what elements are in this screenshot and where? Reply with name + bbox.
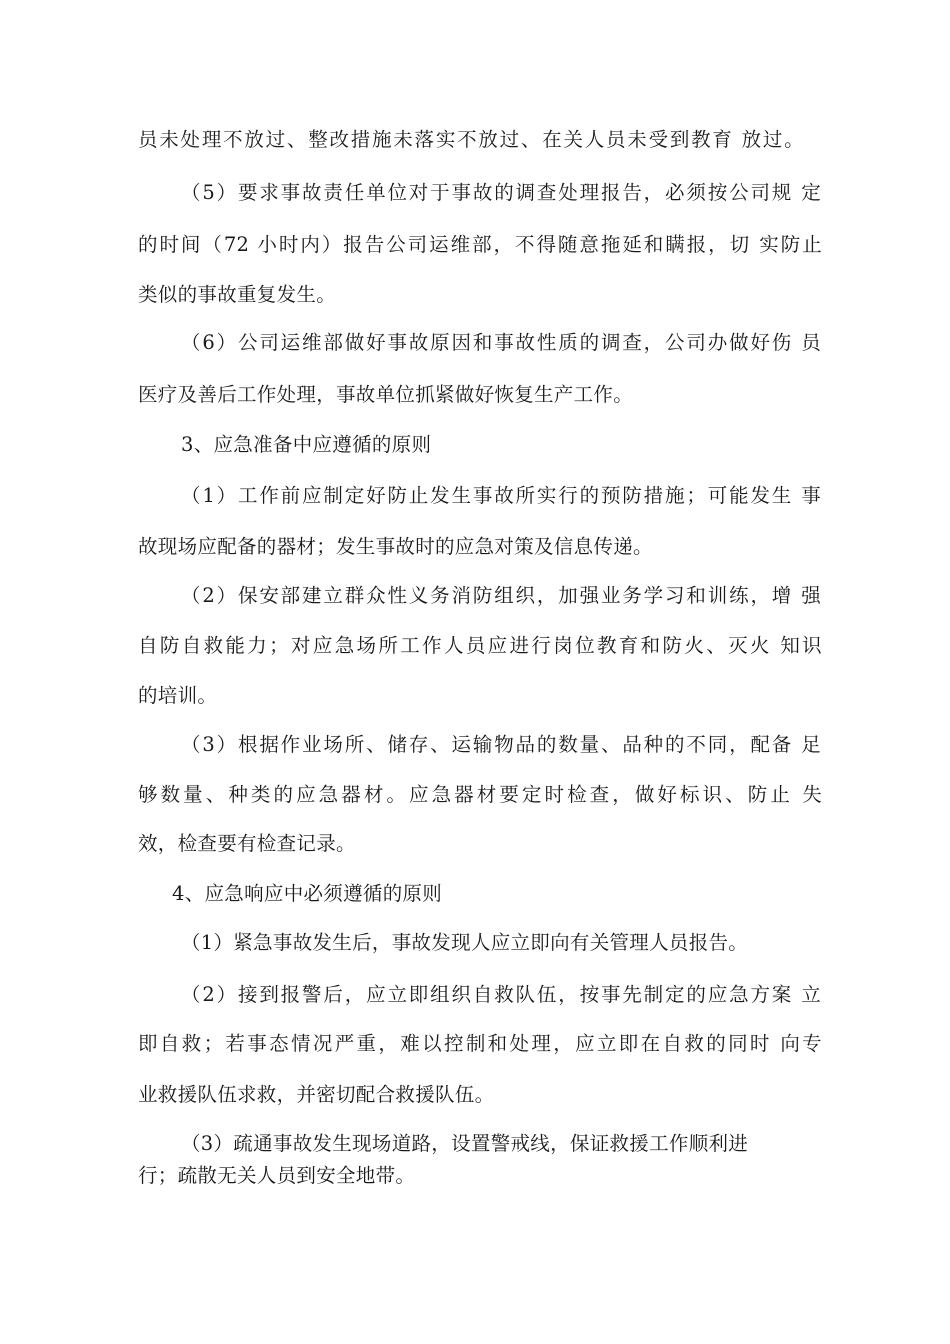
body-text-line: 业救援队伍求救，并密切配合救援队伍。 bbox=[138, 1083, 495, 1106]
list-item-5-line: （5）要求事故责任单位对于事故的调查处理报告，必须按公司规 定 bbox=[181, 181, 821, 204]
list-item-2-line: （2）接到报警后，应立即组织自救队伍，按事先制定的应急方案 立 bbox=[181, 983, 821, 1006]
body-text-line: 即自救；若事态情况严重，难以控制和处理，应立即在自救的同时 向专 bbox=[138, 1032, 822, 1055]
list-item-2-line: （2）保安部建立群众性义务消防组织，加强业务学习和训练，增 强 bbox=[181, 584, 821, 607]
list-item-6-line: （6）公司运维部做好事故原因和事故性质的调查，公司办做好伤 员 bbox=[181, 331, 821, 354]
body-text-line: 效，检查要有检查记录。 bbox=[138, 832, 356, 855]
body-text-line: 员未处理不放过、整改措施未落实不放过、在关人员未受到教育 放过。 bbox=[138, 128, 804, 151]
body-text-line: 的时间（72 小时内）报告公司运维部，不得随意拖延和瞒报，切 实防止 bbox=[138, 233, 822, 256]
body-text-line: 行；疏散无关人员到安全地带。 bbox=[138, 1164, 416, 1187]
list-item-3-line: （3）疏通事故发生现场道路，设置警戒线，保证救援工作顺利进 bbox=[181, 1132, 749, 1155]
body-text-line: 医疗及善后工作处理，事故单位抓紧做好恢复生产工作。 bbox=[138, 383, 634, 406]
body-text-line: 的培训。 bbox=[138, 684, 218, 707]
list-item-1-line: （1）紧急事故发生后，事故发现人应立即向有关管理人员报告。 bbox=[181, 931, 749, 954]
body-text-line: 自防自救能力；对应急场所工作人员应进行岗位教育和防火、灭火 知识 bbox=[138, 634, 822, 657]
body-text-line: 故现场应配备的器材；发生事故时的应急对策及信息传递。 bbox=[138, 535, 653, 558]
section-heading-4: 4、应急响应中必须遵循的原则 bbox=[172, 882, 443, 905]
section-heading-3: 3、应急准备中应遵循的原则 bbox=[181, 433, 432, 456]
list-item-3-line: （3）根据作业场所、储存、运输物品的数量、品种的不同，配备 足 bbox=[181, 733, 821, 756]
body-text-line: 类似的事故重复发生。 bbox=[138, 283, 337, 306]
list-item-1-line: （1）工作前应制定好防止发生事故所实行的预防措施；可能发生 事 bbox=[181, 484, 821, 507]
body-text-line: 够数量、种类的应急器材。应急器材要定时检查，做好标识、防止 失 bbox=[138, 783, 822, 806]
